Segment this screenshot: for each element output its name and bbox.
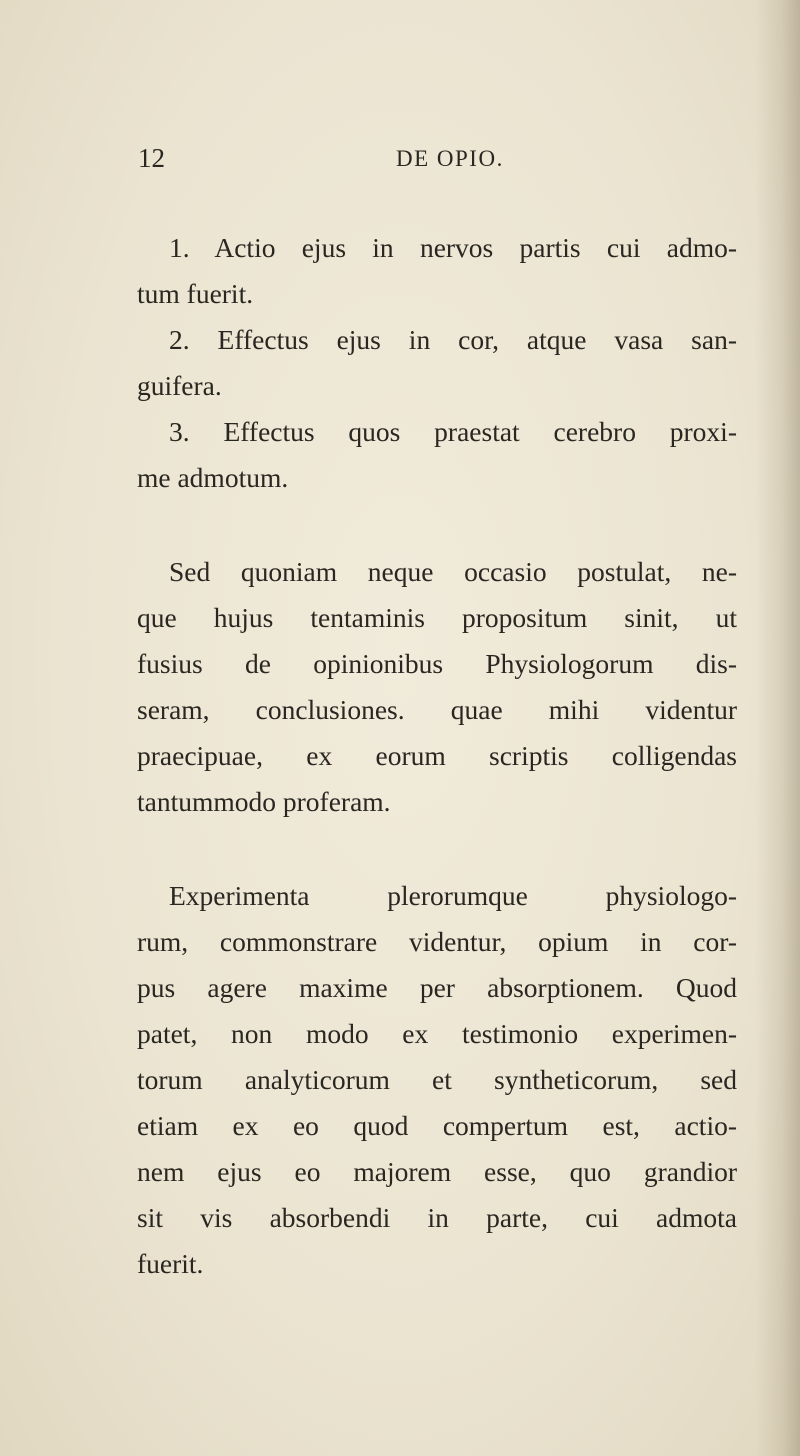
text-line: 1. Actio ejus in nervos partis cui admo-: [169, 232, 737, 263]
text-line: me admotum.: [137, 462, 289, 493]
paragraph-2: [137, 873, 737, 1287]
running-head: DE OPIO.: [396, 146, 504, 171]
list-item-3: [137, 409, 737, 501]
body-text: [137, 225, 737, 1287]
text-line: fuerit.: [137, 1248, 204, 1279]
text-line: seram, conclusiones. quae mihi videntur: [137, 694, 737, 725]
text-line: guifera.: [137, 370, 222, 401]
paragraph-gap: [137, 825, 737, 873]
text-line: 2. Effectus ejus in cor, atque vasa san-: [169, 324, 737, 355]
text-line: 3. Effectus quos praestat cerebro proxi-: [169, 416, 737, 447]
page-number: 12: [138, 143, 165, 173]
text-line: rum, commonstrare videntur, opium in cor-: [137, 926, 737, 957]
text-line: nem ejus eo majorem esse, quo grandior: [137, 1156, 737, 1187]
text-line: praecipuae, ex eorum scriptis colligendas: [137, 740, 737, 771]
numbered-list: [137, 225, 737, 501]
text-line: que hujus tentaminis propositum sinit, ut: [137, 602, 737, 633]
text-line: patet, non modo ex testimonio experimen-: [137, 1018, 737, 1049]
text-line: tantummodo proferam.: [137, 786, 391, 817]
text-line: Sed quoniam neque occasio postulat, ne-: [169, 556, 737, 587]
text-line: Experimenta plerorumque physiologo-: [169, 880, 737, 911]
page-edge-shadow: [755, 0, 800, 1456]
list-item-1: [137, 225, 737, 317]
paragraph-1: [137, 549, 737, 825]
paragraph-gap: [137, 501, 737, 549]
page-header: [0, 143, 800, 183]
text-line: tum fuerit.: [137, 278, 254, 309]
text-line: sit vis absorbendi in parte, cui admota: [137, 1202, 737, 1233]
text-line: pus agere maxime per absorptionem. Quod: [137, 972, 737, 1003]
text-line: torum analyticorum et syntheticorum, sed: [137, 1064, 737, 1095]
text-line: etiam ex eo quod compertum est, actio-: [137, 1110, 737, 1141]
list-item-2: [137, 317, 737, 409]
text-line: fusius de opinionibus Physiologorum dis-: [137, 648, 737, 679]
